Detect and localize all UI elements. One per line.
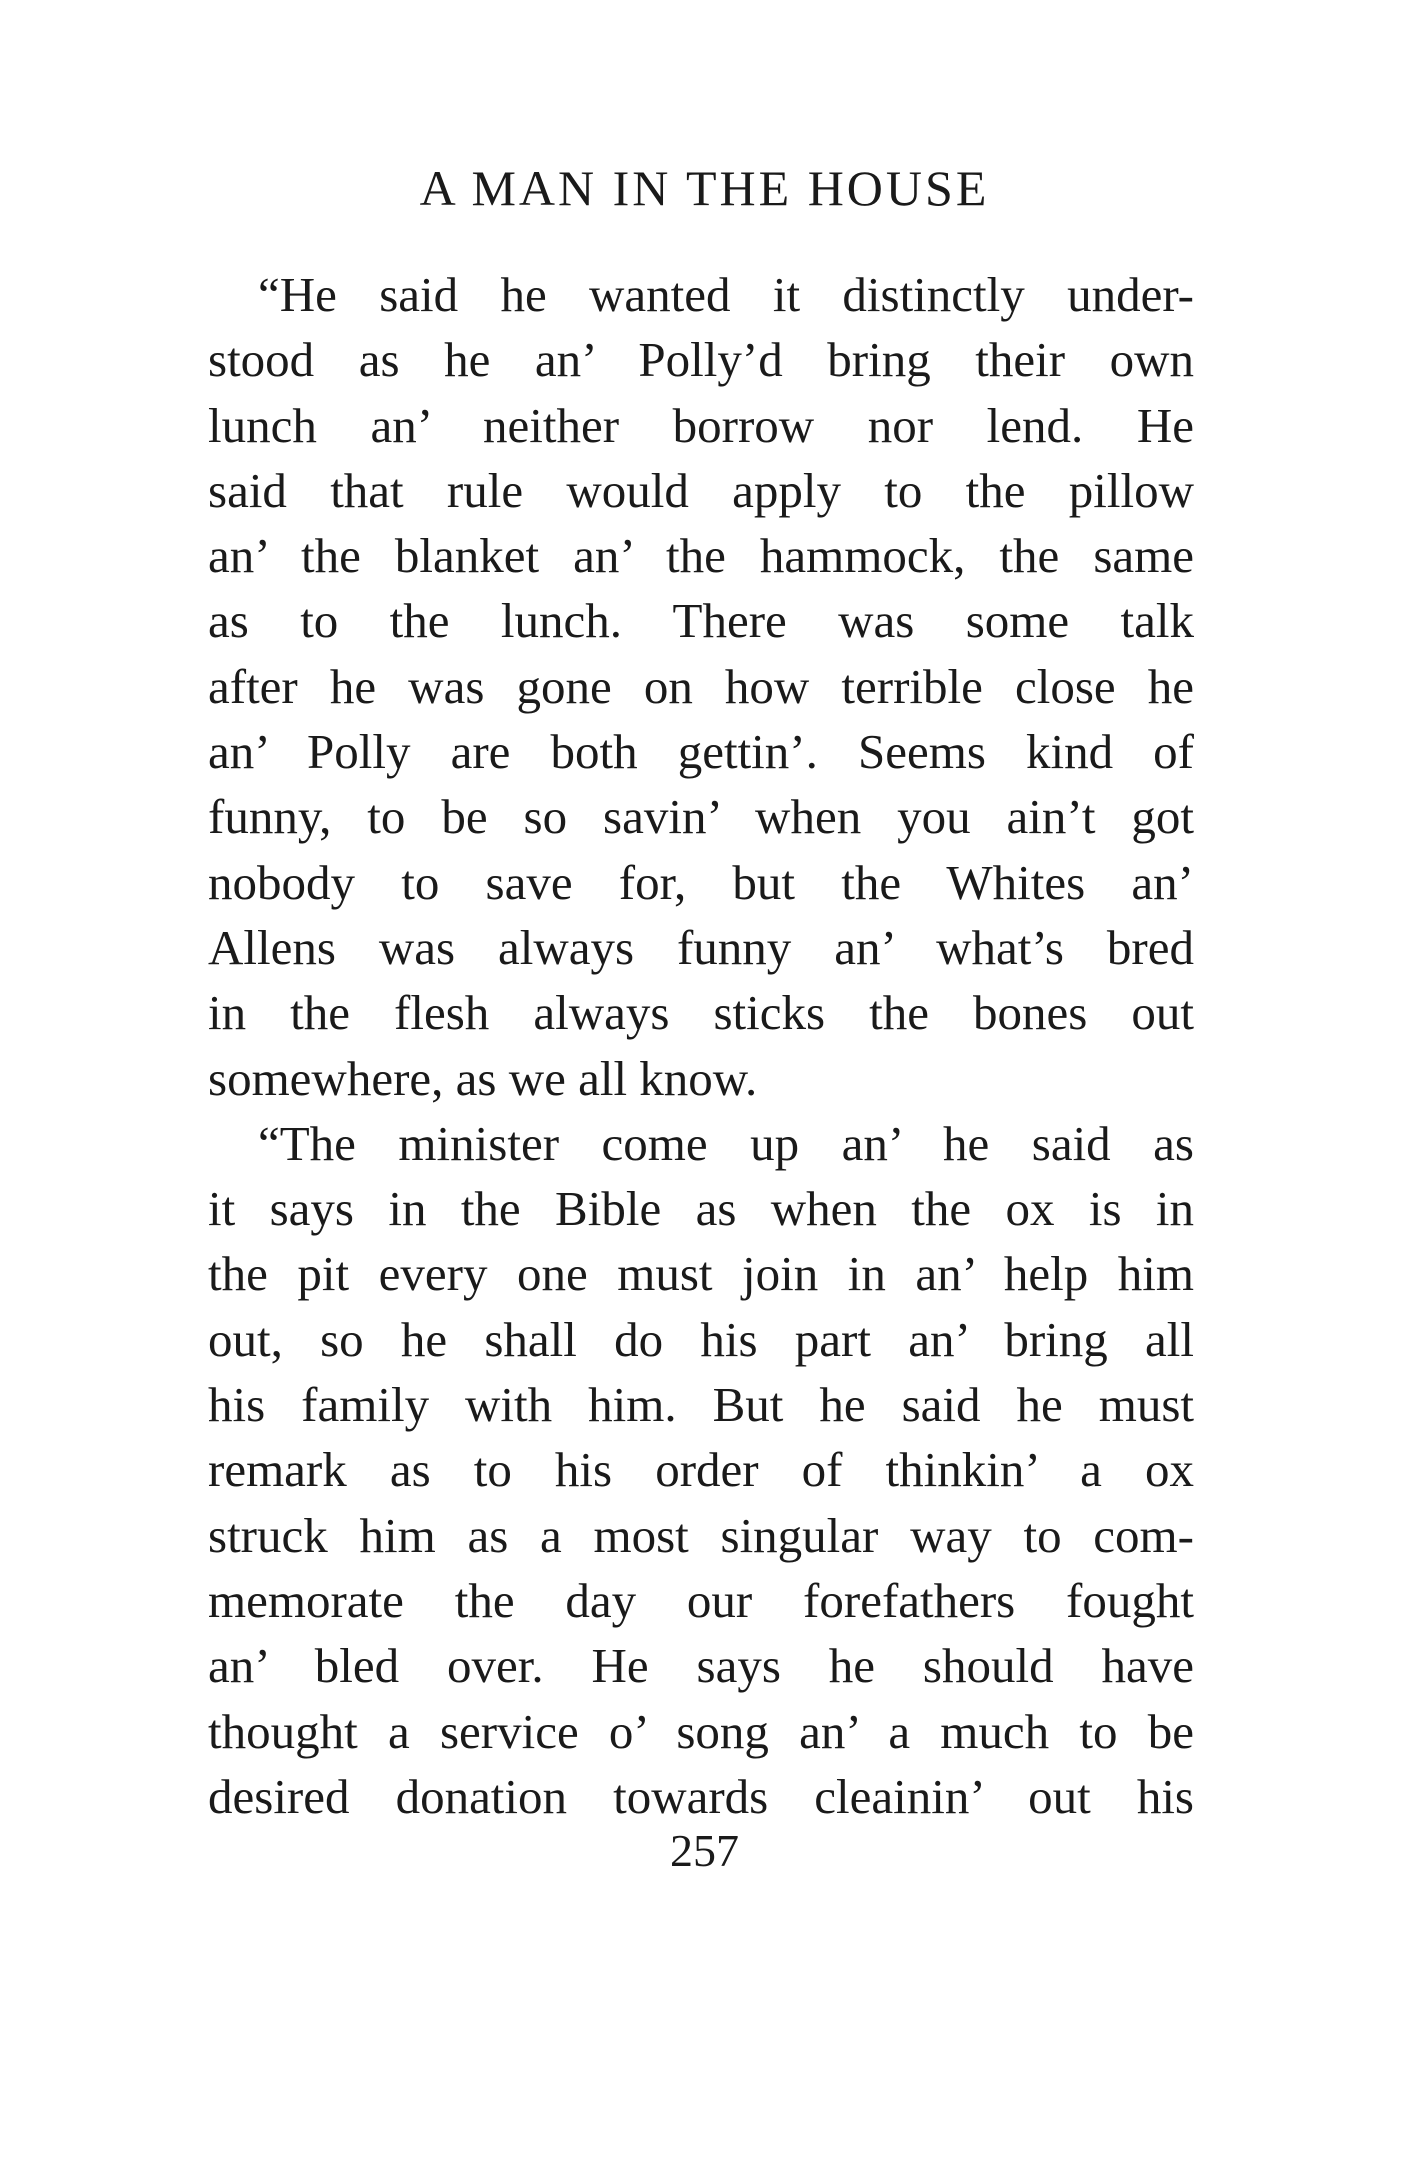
text-line: somewhere, as we all know. [208,1050,758,1106]
text-line: lunch an’ neither borrow nor lend. He [208,397,1194,453]
text-line: remark as to his order of thinkin’ a ox [208,1442,1194,1498]
text-line: as to the lunch. There was some talk [208,593,1194,649]
text-line: out, so he shall do his part an’ bring all [208,1311,1194,1367]
text-line: it says in the Bible as when the ox is in [208,1181,1194,1237]
text-line: “He said he wanted it distinctly under- [258,267,1194,322]
text-line: an’ bled over. He says he should have [208,1638,1194,1694]
text-line: stood as he an’ Polly’d bring their own [208,332,1194,388]
text-line: an’ Polly are both gettin’. Seems kind of [208,724,1194,780]
text-line: his family with him. But he said he must [208,1377,1194,1433]
text-line: nobody to save for, but the Whites an’ [208,854,1194,910]
text-line: after he was gone on how terrible close he [208,658,1194,714]
text-line: Allens was always funny an’ what’s bred [208,919,1194,975]
text-line: funny, to be so savin’ when you ain’t got [208,789,1194,845]
text-line: thought a service o’ song an’ a much to be [208,1703,1194,1759]
text-line: struck him as a most singular way to com- [208,1507,1194,1563]
page-number: 257 [670,1825,739,1876]
text-line: said that rule would apply to the pillow [208,462,1194,518]
running-header: A MAN IN THE HOUSE [419,160,990,216]
text-line: in the flesh always sticks the bones out [208,985,1194,1041]
text-line: “The minister come up an’ he said as [258,1115,1194,1171]
text-line: memorate the day our forefathers fought [208,1572,1194,1628]
body-text [208,262,1194,1829]
text-line: desired donation towards cleainin’ out his [208,1768,1194,1824]
text-line: an’ the blanket an’ the hammock, the same [208,528,1194,584]
text-line: the pit every one must join in an’ help him [208,1246,1194,1302]
